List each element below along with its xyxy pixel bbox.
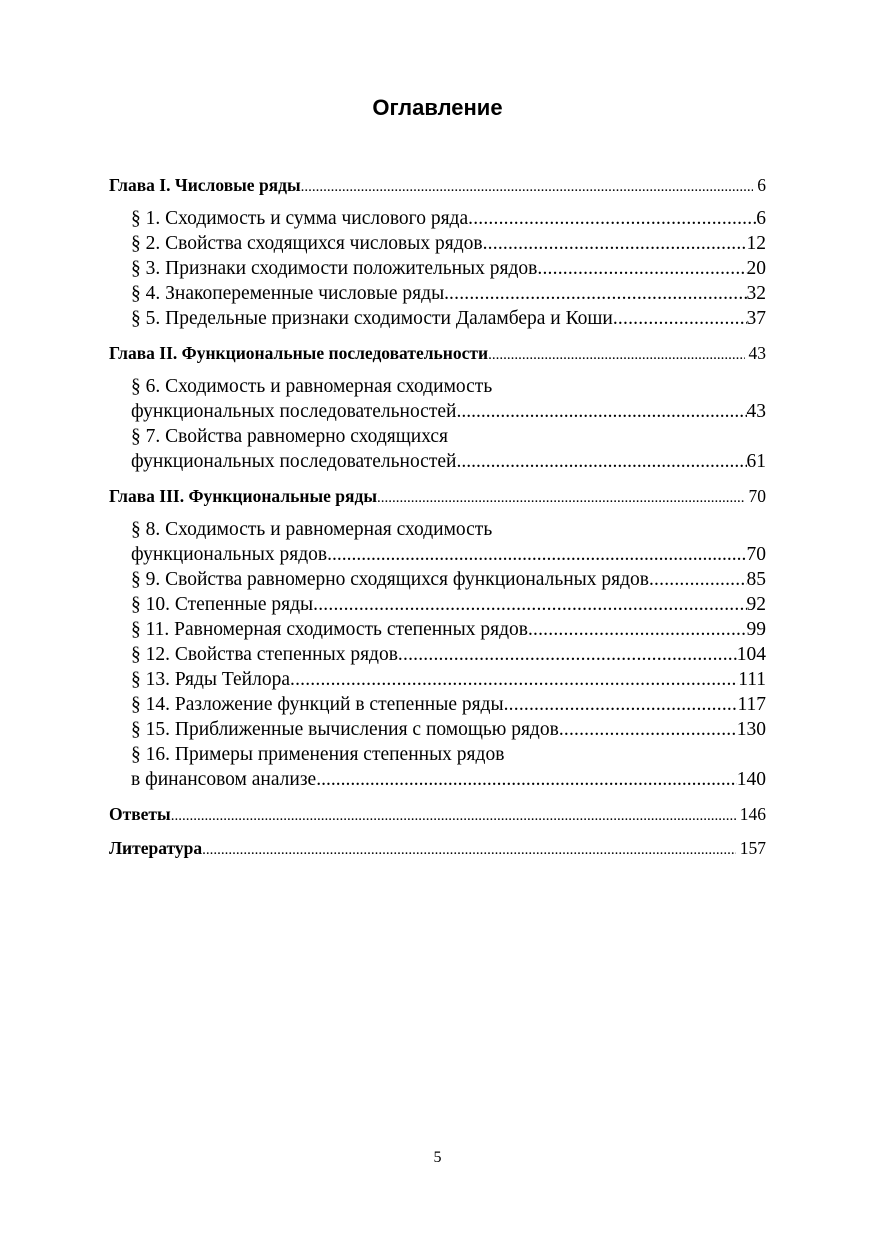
toc-section-label: функциональных последовательностей — [131, 401, 457, 422]
table-of-contents — [109, 172, 766, 869]
toc-literature-page: 157 — [739, 838, 766, 858]
dot-leader — [528, 617, 747, 642]
dot-leader — [316, 767, 737, 792]
toc-section-4[interactable] — [109, 281, 766, 306]
toc-section-label: в финансовом анализе — [131, 769, 317, 790]
toc-section-page: 85 — [746, 569, 766, 590]
toc-section-page: 117 — [737, 694, 766, 715]
toc-section-page: 43 — [746, 401, 766, 422]
dot-leader — [327, 542, 746, 567]
dot-leader — [537, 256, 746, 281]
toc-section-continuation — [109, 767, 766, 792]
toc-chapter-2-label: Глава II. Функциональные последовательности — [109, 343, 489, 363]
toc-chapter-1[interactable] — [109, 172, 766, 200]
toc-answers-page: 146 — [739, 804, 766, 824]
toc-section-page: 12 — [746, 233, 766, 254]
toc-section-page: 104 — [736, 644, 766, 665]
toc-section-page: 92 — [746, 594, 766, 615]
toc-section-label: функциональных рядов — [131, 544, 328, 565]
toc-chapter-3-page: 70 — [748, 486, 766, 506]
dot-leader — [290, 667, 738, 692]
dot-leader — [649, 567, 747, 592]
toc-section-1[interactable] — [109, 206, 766, 231]
dot-leader — [456, 399, 746, 424]
toc-section-label: § 5. Предельные признаки сходимости Даламбера и Коши — [131, 308, 613, 329]
dot-leader — [488, 342, 744, 368]
dot-leader — [456, 449, 746, 474]
toc-section-14[interactable] — [109, 692, 766, 717]
toc-section-label: § 12. Свойства степенных рядов — [131, 644, 398, 665]
toc-section-page: 130 — [736, 719, 766, 740]
toc-section-7[interactable] — [109, 424, 766, 474]
toc-section-label: § 4. Знакопеременные числовые ряды. — [131, 283, 450, 304]
toc-chapter-3[interactable] — [109, 483, 766, 511]
toc-section-label: § 14. Разложение функций в степенные ряды — [131, 694, 504, 715]
toc-section-8[interactable] — [109, 517, 766, 567]
toc-section-9[interactable] — [109, 567, 766, 592]
toc-section-label: § 9. Свойства равномерно сходящихся функциональных рядов — [131, 569, 649, 590]
toc-section-label: § 3. Признаки сходимости положительных рядов — [131, 258, 538, 279]
toc-section-label: § 13. Ряды Тейлора — [131, 669, 290, 690]
toc-section-page: 99 — [746, 619, 766, 640]
toc-section-title-line: § 7. Свойства равномерно сходящихся — [131, 426, 449, 447]
dot-leader — [483, 231, 747, 256]
toc-section-title-line: § 6. Сходимость и равномерная сходимость — [131, 376, 493, 397]
toc-section-label: функциональных последовательностей — [131, 451, 457, 472]
toc-section-continuation — [109, 449, 766, 474]
toc-section-page: 111 — [738, 669, 766, 690]
dot-leader — [398, 642, 737, 667]
toc-literature[interactable] — [109, 835, 766, 863]
dot-leader — [171, 803, 736, 829]
toc-section-page: 70 — [746, 544, 766, 565]
toc-section-page: 140 — [736, 769, 766, 790]
page-title: Оглавление — [372, 95, 503, 120]
dot-leader — [449, 281, 746, 306]
dot-leader — [377, 485, 744, 511]
toc-chapter-2-sections — [109, 374, 766, 474]
toc-section-16[interactable] — [109, 742, 766, 792]
toc-section-10[interactable] — [109, 592, 766, 617]
dot-leader — [559, 717, 737, 742]
toc-section-page: 37 — [746, 308, 766, 329]
dot-leader — [313, 592, 746, 617]
toc-section-11[interactable] — [109, 617, 766, 642]
toc-section-page: 32 — [746, 283, 766, 304]
toc-section-page: 6 — [756, 208, 766, 229]
toc-chapter-3-label: Глава III. Функциональные ряды — [109, 486, 378, 506]
toc-section-title-line: § 16. Примеры применения степенных рядов — [131, 744, 505, 765]
toc-chapter-1-page: 6 — [757, 175, 766, 195]
toc-chapter-2-page: 43 — [748, 343, 766, 363]
toc-chapter-3-sections — [109, 517, 766, 792]
toc-answers[interactable] — [109, 801, 766, 829]
toc-section-6[interactable] — [109, 374, 766, 424]
toc-chapter-1-label: Глава I. Числовые ряды — [109, 175, 301, 195]
toc-section-12[interactable] — [109, 642, 766, 667]
toc-section-2[interactable] — [109, 231, 766, 256]
dot-leader — [202, 837, 736, 863]
toc-section-page: 20 — [746, 258, 766, 279]
toc-section-continuation — [109, 399, 766, 424]
toc-section-3[interactable] — [109, 256, 766, 281]
toc-literature-label: Литература — [109, 838, 203, 858]
toc-section-label: § 2. Свойства сходящихся числовых рядов — [131, 233, 483, 254]
page-number: 5 — [433, 1149, 442, 1166]
toc-chapter-2[interactable] — [109, 340, 766, 368]
toc-section-15[interactable] — [109, 717, 766, 742]
toc-section-label: § 15. Приближенные вычисления с помощью рядов — [131, 719, 559, 740]
toc-section-title-line: § 8. Сходимость и равномерная сходимость — [131, 519, 493, 540]
dot-leader — [613, 306, 747, 331]
toc-section-13[interactable] — [109, 667, 766, 692]
toc-section-5[interactable] — [109, 306, 766, 331]
toc-section-label: § 11. Равномерная сходимость степенных рядов — [131, 619, 528, 640]
dot-leader — [468, 206, 756, 231]
toc-section-label: § 10. Степенные ряды — [131, 594, 314, 615]
dot-leader — [504, 692, 738, 717]
toc-section-continuation — [109, 542, 766, 567]
dot-leader — [301, 174, 754, 200]
toc-chapter-1-sections — [109, 206, 766, 331]
toc-section-label: § 1. Сходимость и сумма числового ряда — [131, 208, 469, 229]
toc-answers-label: Ответы — [109, 804, 171, 824]
toc-section-page: 61 — [746, 451, 766, 472]
